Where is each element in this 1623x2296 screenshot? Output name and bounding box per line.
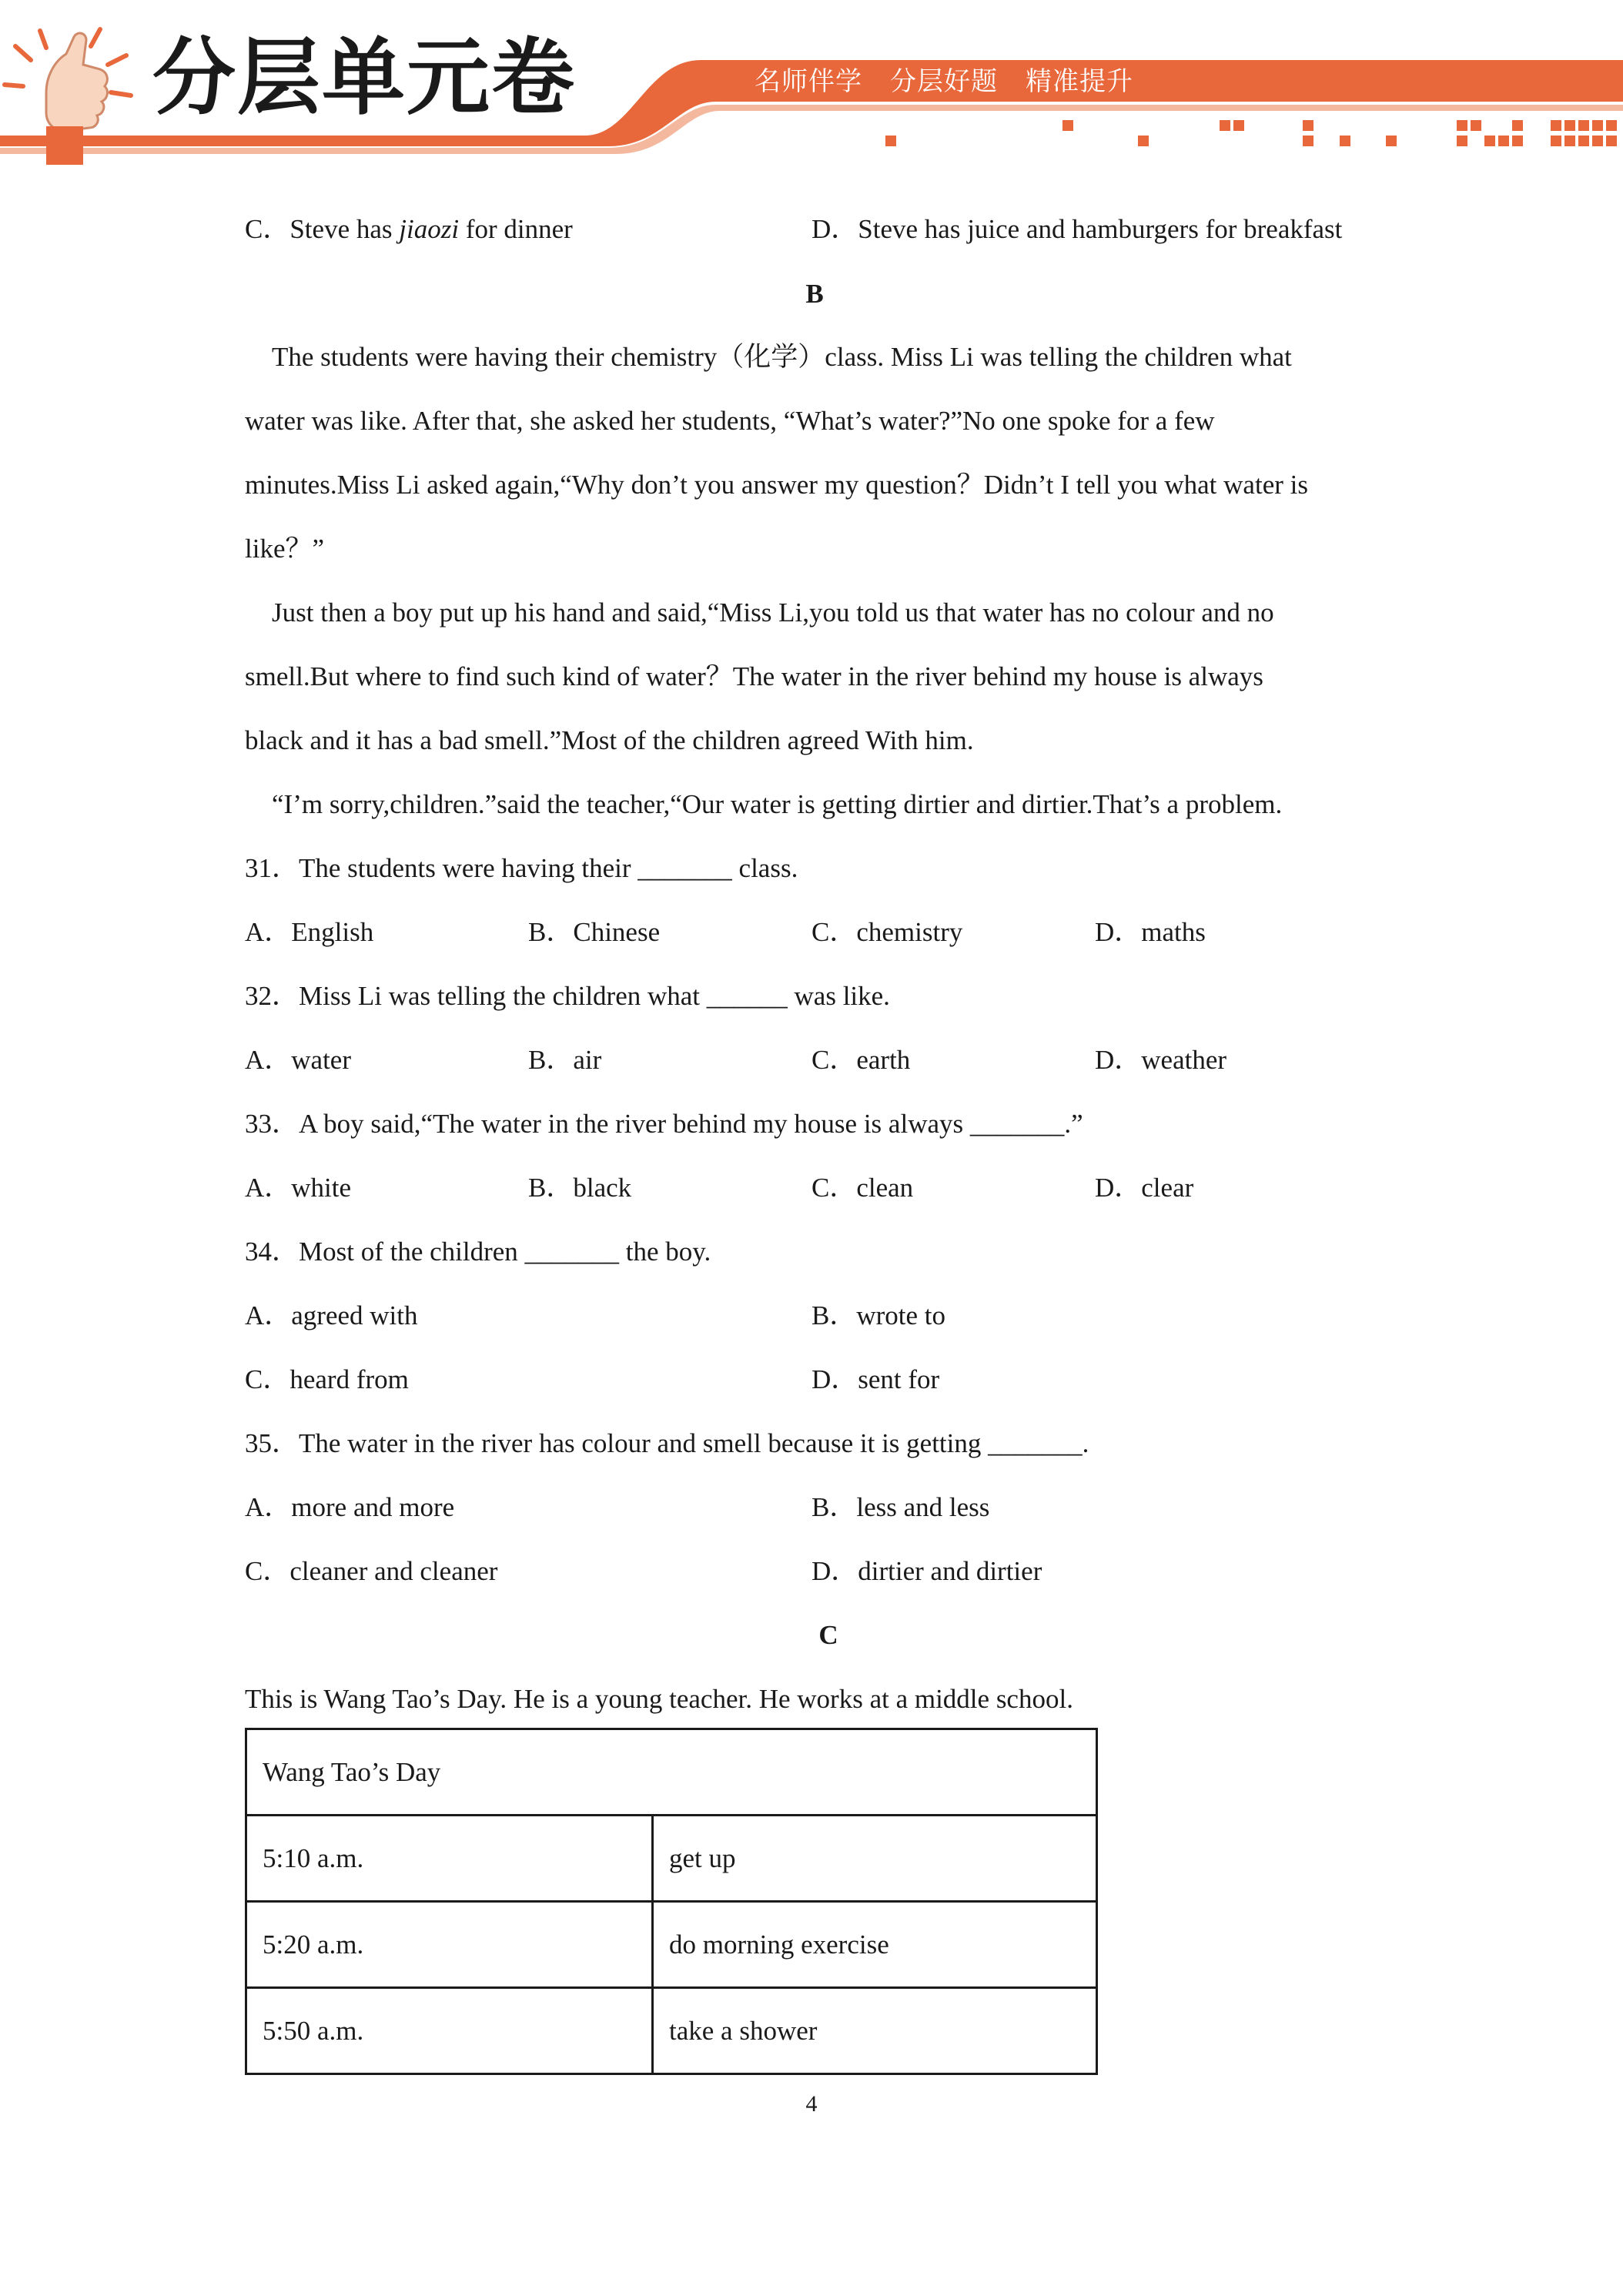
slogan-2: 分层好题 [890, 66, 998, 97]
table-row [246, 1902, 1097, 1988]
section-c-intro: This is Wang Tao’s Day. He is a young teacher. He works at a middle school. [245, 1684, 1073, 1714]
q31-option-a[interactable]: A．English [245, 917, 374, 947]
option-text: for dinner [459, 214, 573, 244]
passage-line: minutes.Miss Li asked again,“Why don’t you answer my question？Didn’t I tell you what water is [245, 470, 1308, 500]
q34-option-a[interactable]: A．agreed with [245, 1300, 418, 1330]
page-number: 4 [805, 2091, 818, 2117]
question-32-stem: 32．Miss Li was telling the children what ______ was like. [245, 981, 890, 1011]
q32-option-d[interactable]: D．weather [1095, 1045, 1227, 1075]
q32-option-a[interactable]: A．water [245, 1045, 352, 1075]
slogan-3: 精准提升 [1026, 66, 1133, 97]
brand-title: 分层单元卷 [152, 30, 577, 126]
time-cell: 5:10 a.m. [246, 1816, 653, 1902]
q33-option-a[interactable]: A．white [245, 1173, 352, 1203]
header-slogan [755, 60, 1161, 98]
table-row [246, 1729, 1097, 1816]
question-34-stem: 34．Most of the children _______ the boy. [245, 1237, 711, 1267]
passage-line: Just then a boy put up his hand and said,“Miss Li,you told us that water has no colour and no [245, 597, 1274, 628]
passage-line: smell.But where to find such kind of water？The water in the river behind my house is always [245, 661, 1263, 691]
table-title-cell: Wang Tao’s Day [246, 1729, 1097, 1816]
q34-option-c[interactable]: C．heard from [245, 1364, 409, 1394]
q30-option-d[interactable]: D．Steve has juice and hamburgers for breakfast [812, 214, 1343, 244]
wang-tao-schedule-table [245, 1728, 1098, 2075]
activity-cell: get up [653, 1816, 1097, 1902]
q32-option-c[interactable]: C．earth [812, 1045, 911, 1075]
option-text: C．Steve has [245, 214, 400, 244]
option-italic-word: jiaozi [399, 214, 460, 244]
question-35-stem: 35．The water in the river has colour and smell because it is getting _______. [245, 1428, 1089, 1458]
table-row [246, 1816, 1097, 1902]
passage-line: The students were having their chemistry（化学）class. Miss Li was telling the children what [245, 342, 1292, 372]
q33-option-b[interactable]: B．black [528, 1173, 632, 1203]
page-header [0, 0, 1623, 169]
q30-option-c[interactable] [245, 214, 573, 245]
q35-option-d[interactable]: D．dirtier and dirtier [812, 1556, 1042, 1586]
thumbs-up-hand-icon [0, 0, 146, 169]
passage-line: like？” [245, 534, 325, 564]
activity-cell: do morning exercise [653, 1902, 1097, 1988]
question-33-stem: 33．A boy said,“The water in the river behind my house is always _______.” [245, 1109, 1083, 1139]
time-cell: 5:50 a.m. [246, 1988, 653, 2074]
q34-option-b[interactable]: B．wrote to [812, 1300, 946, 1330]
q31-option-b[interactable]: B．Chinese [528, 917, 661, 947]
section-b-label: B [805, 279, 824, 309]
q34-option-d[interactable]: D．sent for [812, 1364, 940, 1394]
question-31-stem: 31．The students were having their _______ class. [245, 853, 798, 883]
passage-line: water was like. After that, she asked her students, “What’s water?”No one spoke for a few [245, 406, 1215, 436]
q32-option-b[interactable]: B．air [528, 1045, 602, 1075]
time-cell: 5:20 a.m. [246, 1902, 653, 1988]
q33-option-d[interactable]: D．clear [1095, 1173, 1194, 1203]
q31-option-c[interactable]: C．chemistry [812, 917, 963, 947]
q35-option-b[interactable]: B．less and less [812, 1492, 990, 1522]
passage-line: “I’m sorry,children.”said the teacher,“Our water is getting dirtier and dirtier.That’s a problem. [245, 789, 1283, 819]
section-c-label: C [818, 1620, 838, 1650]
q33-option-c[interactable]: C．clean [812, 1173, 914, 1203]
slogan-1: 名师伴学 [755, 66, 862, 97]
q35-option-a[interactable]: A．more and more [245, 1492, 455, 1522]
q31-option-d[interactable]: D．maths [1095, 917, 1206, 947]
activity-cell: take a shower [653, 1988, 1097, 2074]
q35-option-c[interactable]: C．cleaner and cleaner [245, 1556, 498, 1586]
passage-line: black and it has a bad smell.”Most of the children agreed With him. [245, 725, 974, 755]
table-row [246, 1988, 1097, 2074]
